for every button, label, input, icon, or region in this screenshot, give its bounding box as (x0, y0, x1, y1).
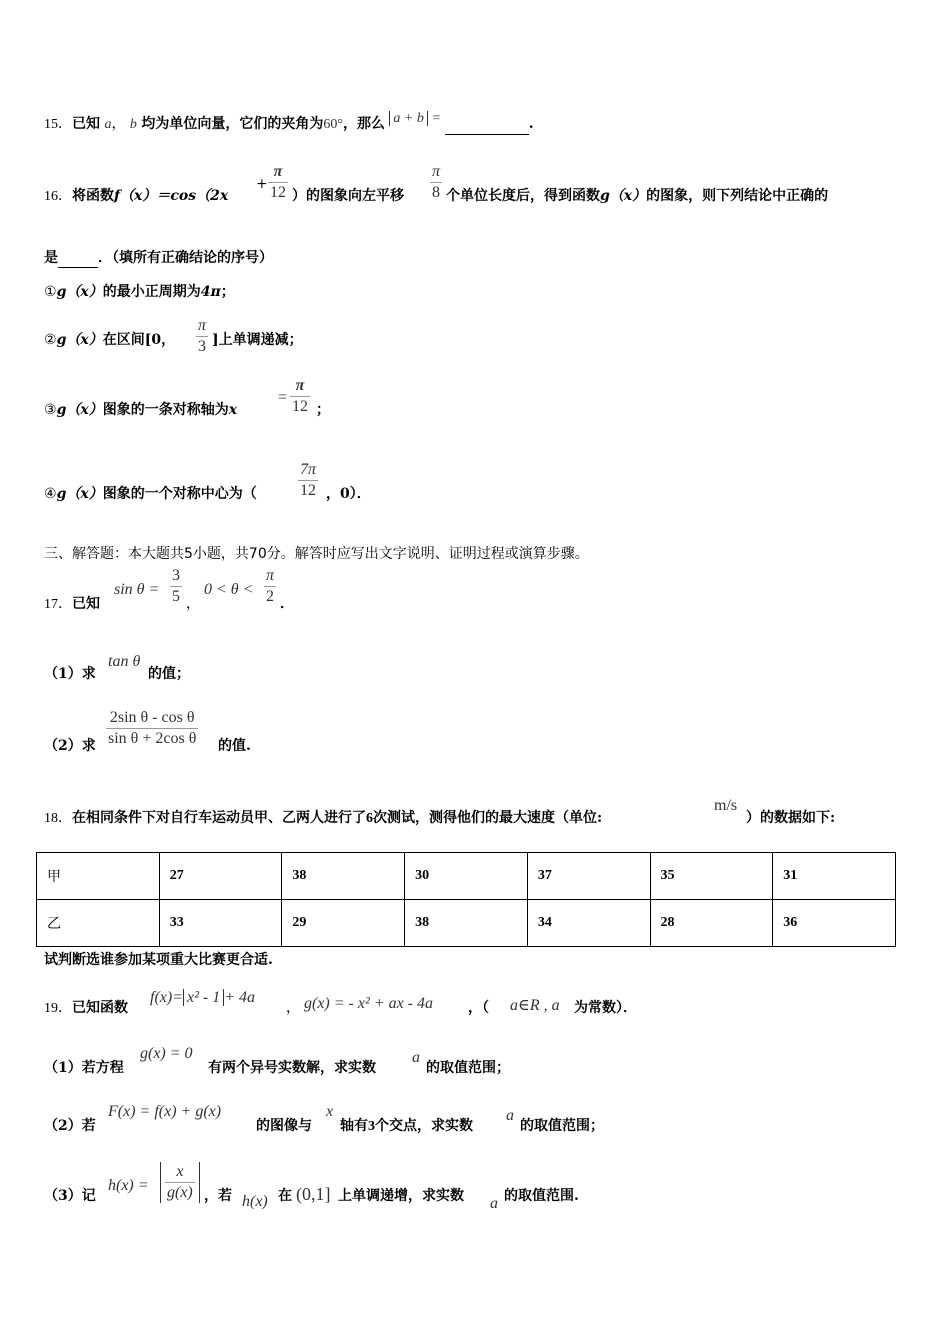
q17-line: 17．已知 (44, 596, 100, 612)
q15-line: 15．已知 a， b 均为单位向量，它们的夹角为60°，那么 a + b = . (44, 114, 534, 135)
q16-number: 16． (44, 189, 72, 204)
q19-part3: （3）记 (44, 1188, 96, 1204)
q16-function-f: f（x）＝cos（2x (114, 188, 229, 204)
q19-f-def: f(x)= x² - 1 + 4a (150, 989, 256, 1006)
q17-part2-frac: $\frac{\text{2sin θ - cos θ}}{\text{sin θ + 2cos θ}}$ (108, 709, 197, 747)
table-cell: 30 (405, 853, 528, 900)
q15-number: 15． (44, 117, 72, 132)
q17-frac-3-5: $\frac{3}{5}$ (172, 567, 180, 605)
q17-range: 0 < θ < (204, 581, 254, 598)
q18-unit: m/s (714, 797, 738, 814)
q16-line: 16．将函数f（x）＝cos（2x (44, 188, 229, 204)
q18-line: 18．在相同条件下对自行车运动员甲、乙两人进行了6次测试，测得他们的最大速度（单位: (44, 810, 603, 826)
q15-var-a: a (104, 117, 112, 132)
q19-line: 19．已知函数 (44, 1000, 128, 1016)
q15-answer-blank (445, 118, 529, 135)
table-cell: 36 (773, 900, 896, 947)
table-cell-rider-b: 乙 (37, 900, 160, 947)
table-row (37, 900, 896, 947)
q16-line2: 是 ．（填所有正确结论的序号） (44, 250, 273, 266)
q17-number: 17． (44, 597, 72, 612)
q16-frac-pi-8: $\frac{\pi}{8}$ (432, 163, 441, 201)
q17-part1: （1）求 (44, 666, 96, 682)
table-cell-rider-a: 甲 (37, 853, 160, 900)
table-cell: 27 (159, 853, 282, 900)
table-cell: 28 (650, 900, 773, 947)
q15-var-b: b (129, 117, 137, 132)
q17-part2: （2）求 (44, 738, 96, 754)
q18-speed-table (36, 852, 896, 947)
q16-opt3-frac: $\frac{\pi}{12}$ (292, 377, 308, 415)
q16-function-g: g（x） (600, 188, 647, 204)
q16-option-2: ②g（x）在区间[0， (44, 332, 176, 348)
table-cell: 38 (405, 900, 528, 947)
q17-tan: tan θ (108, 653, 141, 670)
q18-question: 试判断选谁参加某项重大比赛更合适. (44, 952, 273, 968)
q19-part3-abs-frac: $\frac{x}{g(x)}$ (160, 1162, 200, 1203)
section3-heading: 三、解答题：本大题共5小题，共70分。解答时应写出文字说明、证明过程或演算步骤。 (44, 546, 589, 562)
q16-opt2-frac: $\frac{\pi}{3}$ (198, 317, 207, 355)
table-cell: 29 (282, 900, 405, 947)
q19-part1: （1）若方程 (44, 1060, 124, 1076)
table-row (37, 853, 896, 900)
q16-option-1: ①g（x）的最小正周期为4π； (44, 284, 235, 300)
q19-number: 19． (44, 1001, 72, 1016)
q19-part2: （2）若 (44, 1118, 96, 1134)
q16-option-3: ③g（x）图象的一条对称轴为x (44, 402, 238, 418)
q16-answer-blank (58, 251, 98, 268)
q15-abs-expr: a + b (389, 111, 427, 126)
q18-number: 18． (44, 811, 72, 826)
q16-option-4: ④g（x）图象的一个对称中心为（ (44, 486, 257, 502)
table-cell: 33 (159, 900, 282, 947)
table-cell: 37 (527, 853, 650, 900)
q19-g-def: g(x) = - x² + ax - 4a (304, 995, 434, 1012)
q16-frac-pi-12: $\frac{\pi}{12}$ (270, 163, 286, 201)
q16-plus: + (256, 176, 268, 192)
q17-sin: sin θ = (114, 581, 160, 598)
q17-frac-pi-2: $\frac{\pi}{2}$ (266, 567, 275, 605)
table-cell: 34 (527, 900, 650, 947)
q19-condition: a∈R , a (510, 997, 560, 1014)
table-cell: 35 (650, 853, 773, 900)
q16-opt4-frac: $\frac{7\pi}{12}$ (300, 461, 317, 499)
table-cell: 31 (773, 853, 896, 900)
q15-angle: 60° (323, 117, 343, 132)
table-cell: 38 (282, 853, 405, 900)
